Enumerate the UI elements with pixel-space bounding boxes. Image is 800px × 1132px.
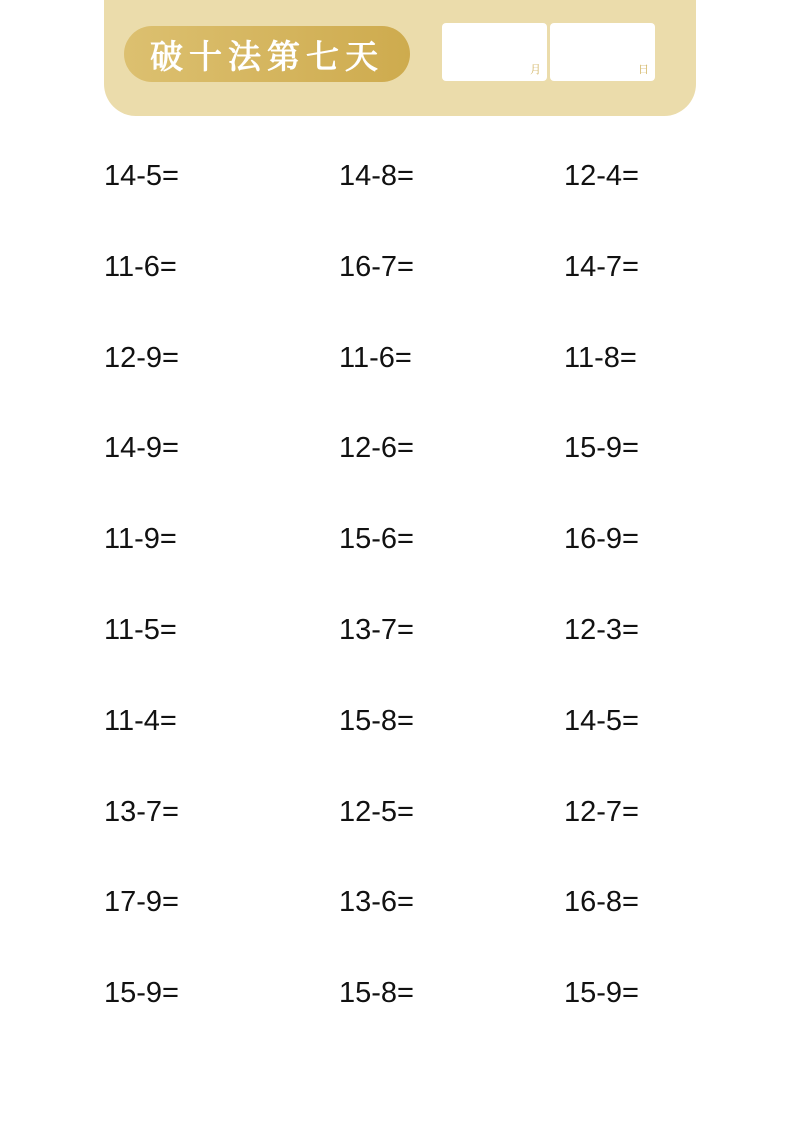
math-problem: 11-4= [104, 704, 177, 737]
math-problem: 12-5= [339, 795, 414, 828]
month-field[interactable] [442, 23, 547, 81]
title-badge [124, 26, 410, 82]
math-problem: 13-6= [339, 886, 414, 919]
math-problem: 14-8= [339, 160, 414, 192]
math-problem: 11-8= [564, 341, 637, 374]
math-problem: 15-9= [564, 432, 639, 465]
math-problem: 15-9= [104, 977, 179, 1010]
math-problem: 15-8= [339, 704, 414, 737]
math-problem: 12-9= [104, 341, 179, 374]
math-problem: 12-7= [564, 795, 639, 828]
math-problem: 11-9= [104, 523, 177, 556]
math-problem: 14-5= [104, 160, 179, 192]
math-problem: 12-3= [564, 614, 639, 646]
page-title: 破十法第七天 [150, 36, 384, 76]
math-problem: 11-6= [339, 341, 412, 374]
math-problem: 14-7= [564, 250, 639, 283]
math-problem: 13-7= [104, 795, 179, 828]
math-problem: 16-7= [339, 250, 414, 283]
math-problem: 14-9= [104, 432, 179, 465]
day-field[interactable] [550, 23, 655, 81]
math-problem: 15-8= [339, 977, 414, 1010]
math-problem: 16-9= [564, 523, 639, 556]
math-problem: 11-6= [104, 250, 177, 283]
math-problem: 15-9= [564, 977, 639, 1010]
math-problem: 17-9= [104, 886, 179, 919]
math-problem: 15-6= [339, 523, 414, 556]
math-problem: 12-4= [564, 160, 639, 192]
math-problem: 16-8= [564, 886, 639, 919]
math-problem: 11-5= [104, 614, 177, 646]
month-unit-label: 月 [530, 63, 541, 76]
day-unit-label: 日 [638, 63, 649, 76]
math-problem: 13-7= [339, 614, 414, 646]
math-problem: 12-6= [339, 432, 414, 465]
math-problem: 14-5= [564, 704, 639, 737]
